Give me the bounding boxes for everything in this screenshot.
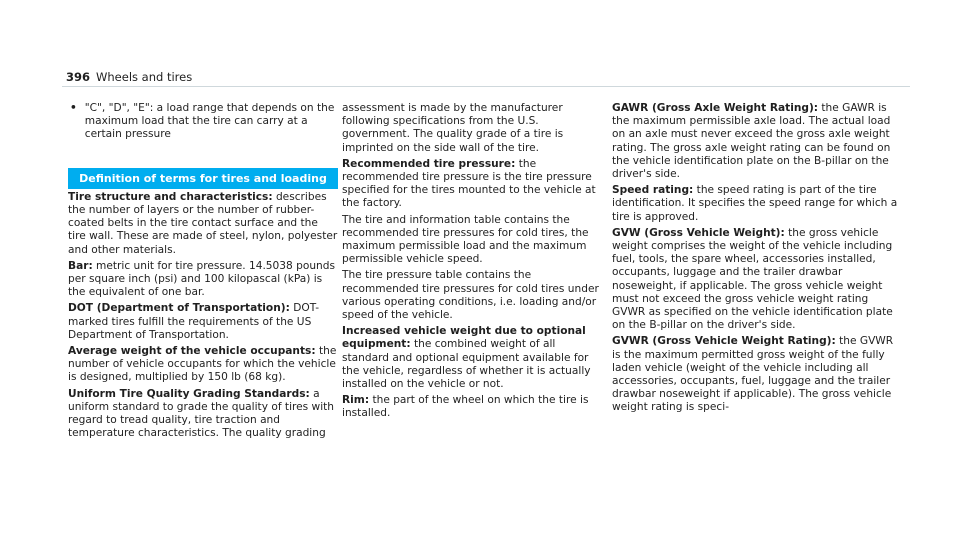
- bullet-marker: •: [70, 102, 77, 114]
- column-1: [68, 102, 338, 443]
- definition-entry: [342, 325, 602, 391]
- definition-term: GAWR (Gross Axle Weight Rating):: [612, 102, 819, 114]
- bullet-item: [68, 102, 338, 142]
- definition-entry: [68, 260, 338, 300]
- section-heading: Definition of terms for tires and loading: [68, 168, 338, 189]
- definition-text: describes the number of layers or the number of rubber-coated belts in the tire contact surface and the tire wall. These are made of steel, nylon, polyester and other materials.: [68, 190, 338, 256]
- section-title: Wheels and tires: [96, 70, 193, 84]
- definition-term: Increased vehicle weight due to optional equipment:: [342, 325, 586, 351]
- definition-entry: [68, 302, 338, 342]
- definition-term: Uniform Tire Quality Grading Standards:: [68, 387, 310, 400]
- definition-entry: [68, 388, 338, 441]
- column-3: [612, 102, 902, 418]
- definition-term: Recommended tire pressure:: [342, 157, 516, 170]
- definition-entry: [612, 335, 902, 414]
- definition-entry: [612, 102, 902, 181]
- definition-text: the number of vehicle occupants for which the vehicle is designed, multiplied by 150 lb (68 kg).: [68, 345, 337, 384]
- paragraph-text: The tire pressure table contains the recommended tire pressures for cold tires under various operating conditions, i.e. loading and/or speed of the vehicle.: [342, 269, 599, 322]
- bullet-text: "C", "D", "E": a load range that depends on the maximum load that the tire can carry at a certain pressure: [84, 102, 335, 141]
- definition-text: the speed rating is part of the tire identification. It specifies the speed range for which a tire is approved.: [612, 184, 898, 223]
- definition-text: the GAWR is the maximum permissible axle load. The actual load on an axle must never exceed the gross axle weight rating. The gross axle weight rating can be found on the vehicle identification plate on the B-pillar on the driver's side.: [612, 102, 891, 181]
- definition-text: DOT-marked tires fulfill the requirements of the US Department of Transportation.: [68, 302, 320, 341]
- continued-text: assessment is made by the manufacturer following specifications from the U.S. government. The quality grade of a tire is imprinted on the side wall of the tire.: [342, 102, 564, 154]
- definition-entry: [342, 394, 602, 420]
- definition-text: metric unit for tire pressure. 14.5038 pounds per square inch (psi) and 100 kilopascal (kPa) is the equivalent of one bar.: [68, 259, 336, 299]
- definition-term: Bar:: [68, 259, 93, 272]
- paragraph-text: The tire and information table contains the recommended tire pressures for cold tires, the maximum permissible load and the maximum permissible vehicle speed.: [342, 213, 589, 266]
- definition-term: GVWR (Gross Vehicle Weight Rating):: [612, 335, 836, 348]
- definition-entry: [612, 227, 902, 333]
- definition-entry: [612, 184, 902, 224]
- definition-entry: [342, 158, 602, 211]
- definition-term: Tire structure and characteristics:: [68, 190, 273, 203]
- definition-text: a uniform standard to grade the quality of tires with regard to tread quality, tire traction and temperature characteristics. The quality grading: [68, 387, 335, 440]
- definition-term: Average weight of the vehicle occupants:: [68, 345, 316, 358]
- definition-text: the combined weight of all standard and optional equipment available for the vehicle, regardless of whether it is actually installed on the vehicle or not.: [342, 338, 591, 391]
- definition-text: the gross vehicle weight comprises the weight of the vehicle including fuel, tools, the spare wheel, accessories installed, occupants, luggage and the trailer drawbar noseweight, if applicable. The gross vehicle weight must not exceed the gross vehicle weight rating GVWR as specified on the vehicle identification plate on the B-pillar on the driver's side.: [612, 226, 893, 332]
- definition-text: the recommended tire pressure is the tire pressure specified for the tires mounted to the vehicle at the factory.: [342, 157, 596, 210]
- definition-entry: [68, 191, 338, 257]
- page-number: 396: [66, 70, 91, 84]
- column-2: [342, 102, 602, 424]
- definition-term: Rim:: [342, 394, 370, 407]
- header-divider: [62, 86, 910, 87]
- definition-term: Speed rating:: [612, 184, 694, 197]
- body-paragraph: [342, 269, 602, 322]
- definition-text: the GVWR is the maximum permitted gross weight of the fully laden vehicle (weight of the vehicle including all accessories, occupants, fuel, luggage and the trailer drawbar noseweight if applicable). The gross vehicle weight rating is speci-: [612, 335, 894, 414]
- body-paragraph: [342, 214, 602, 267]
- definition-term: DOT (Department of Transportation):: [68, 302, 290, 315]
- definition-entry: [68, 345, 338, 385]
- page-header: [66, 70, 192, 84]
- definition-term: GVW (Gross Vehicle Weight):: [612, 226, 785, 239]
- definition-text: the part of the wheel on which the tire is installed.: [342, 394, 589, 420]
